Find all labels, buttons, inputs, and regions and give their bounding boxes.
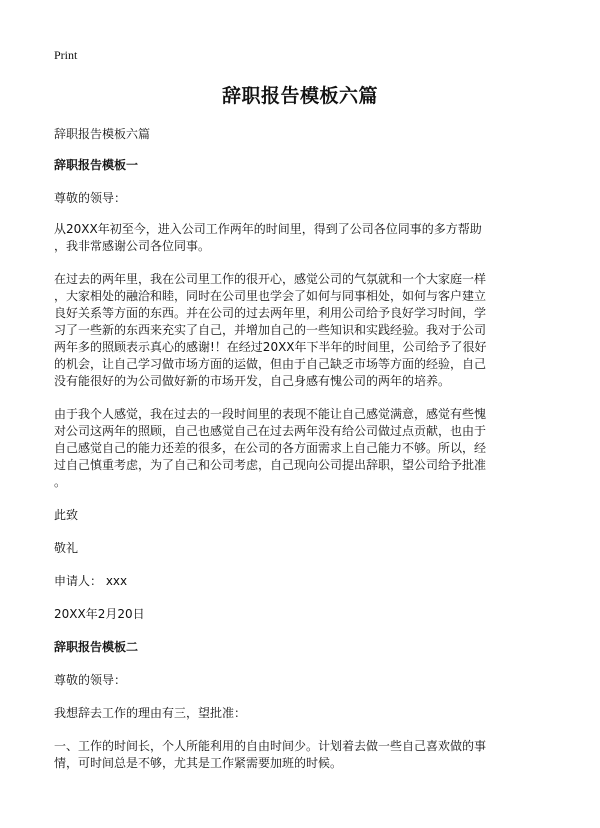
document-subtitle: 辞职报告模板六篇	[54, 127, 151, 141]
paragraph-line: 由于我个人感觉，我在过去的一段时间里的表现不能让自己感觉满意，感觉有些愧	[54, 407, 487, 421]
paragraph-2	[54, 271, 546, 390]
point-1	[54, 738, 546, 772]
paragraph-1	[54, 221, 546, 255]
closing-salutation: 此致	[54, 508, 79, 522]
paragraph-3	[54, 406, 546, 491]
paragraph-line: 没有能很好的为公司做好新的市场开发，自己身感有愧公司的两年的培养。	[54, 374, 451, 388]
paragraph-line: 两年多的照顾表示真心的感谢!！在经过20XX年下半年的时间里，公司给予了很好	[54, 340, 487, 354]
paragraph-line: ，大家相处的融洽和睦，同时在公司里也学会了如何与同事相处，如何与客户建立	[54, 289, 487, 303]
paragraph-line: 在过去的两年里，我在公司里工作的很开心，感觉公司的气氛就和一个大家庭一样	[54, 272, 487, 286]
paragraph-line: 情，可时间总是不够，尤其是工作紧需要加班的时候。	[54, 756, 343, 770]
paragraph-line: 从20XX年初至今，进入公司工作两年的时间里，得到了公司各位同事的多方帮助	[54, 222, 482, 236]
paragraph-line: 的机会，让自己学习做市场方面的运做，但由于自己缺乏市场等方面的经验，自己	[54, 357, 487, 371]
intro-paragraph: 我想辞去工作的理由有三，望批准：	[54, 706, 247, 720]
section-heading-2: 辞职报告模板二	[54, 640, 139, 654]
paragraph-line: ，我非常感谢公司各位同事。	[54, 239, 211, 253]
paragraph-line: 良好关系等方面的东西。并在公司的过去两年里，利用公司给予良好学习时间，学	[54, 306, 487, 320]
greeting-1: 尊敬的领导：	[54, 191, 127, 205]
applicant-signature: 申请人： xxx	[54, 574, 128, 588]
paragraph-line: 过自己慎重考虑，为了自己和公司考虑，自己现向公司提出辞职，望公司给予批准	[54, 458, 487, 472]
print-link[interactable]: Print	[54, 48, 78, 62]
paragraph-line: 一、工作的时间长，个人所能利用的自由时间少。计划着去做一些自己喜欢做的事	[54, 739, 487, 753]
page-title: 辞职报告模板六篇	[221, 85, 378, 107]
letter-date: 20XX年2月20日	[54, 607, 145, 621]
greeting-2: 尊敬的领导：	[54, 673, 127, 687]
paragraph-line: 对公司这两年的照顾，自己也感觉自己在过去两年没有给公司做过点贡献，也由于	[54, 424, 487, 438]
closing-regards: 敬礼	[54, 541, 79, 555]
paragraph-line: 自己感觉自己的能力还差的很多，在公司的各方面需求上自己能力不够。所以，经	[54, 441, 487, 455]
paragraph-line: 。	[54, 475, 67, 489]
paragraph-line: 习了一些新的东西来充实了自己，并增加自己的一些知识和实践经验。我对于公司	[54, 323, 487, 337]
section-heading-1: 辞职报告模板一	[54, 158, 139, 172]
